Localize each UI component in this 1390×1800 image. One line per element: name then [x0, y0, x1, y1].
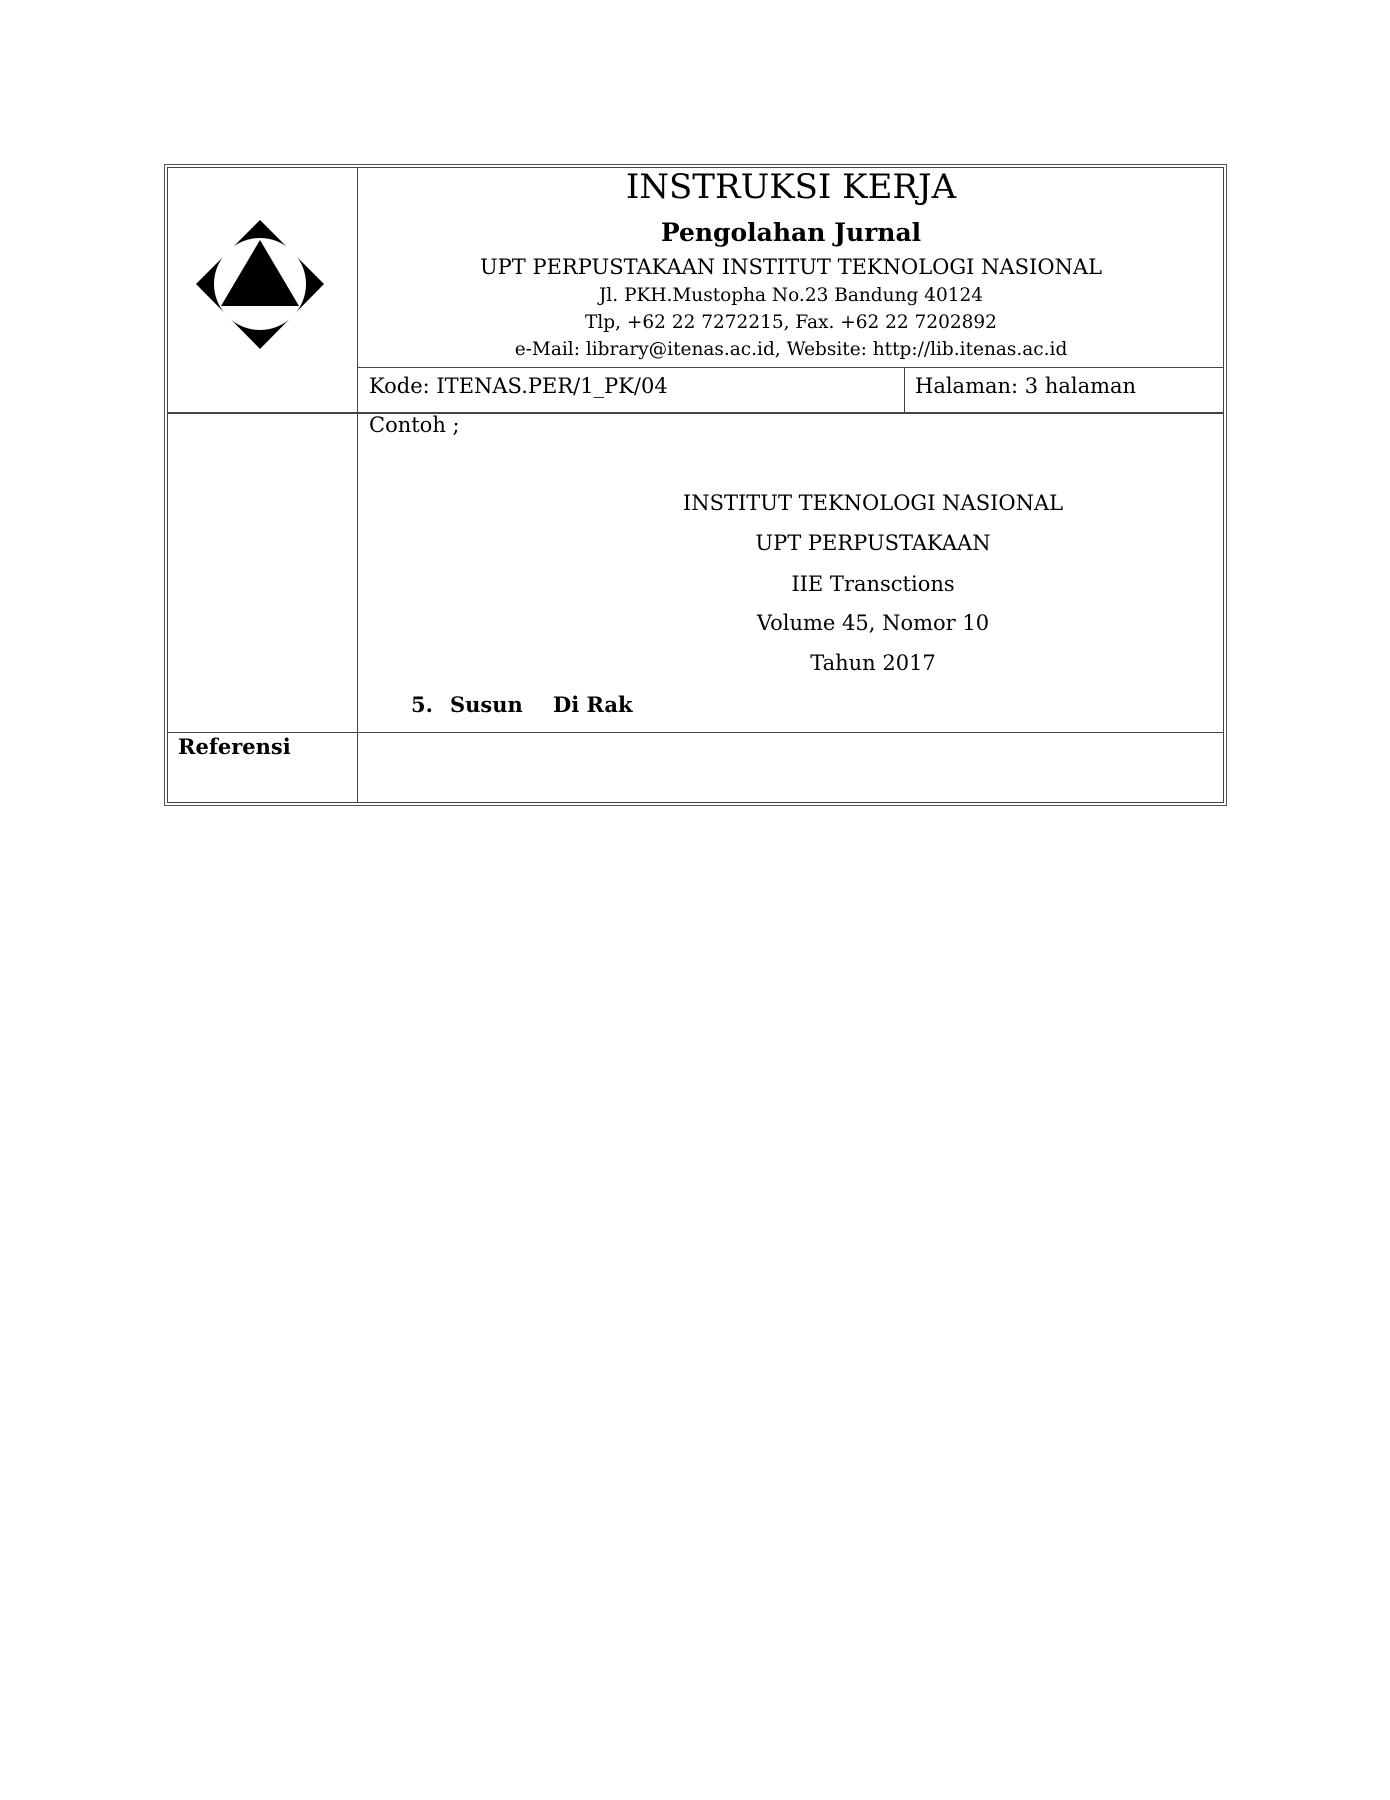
diamond-circle-triangle-logo-icon — [194, 218, 326, 352]
document-title: INSTRUKSI KERJA — [625, 167, 957, 207]
step-number: 5. — [411, 692, 433, 717]
row-divider — [167, 412, 1224, 414]
column-divider — [357, 167, 358, 803]
document-code: Kode: ITENAS.PER/1_PK/04 — [369, 374, 668, 398]
label-line: Tahun 2017 — [810, 651, 936, 675]
row-divider — [357, 367, 1224, 368]
phone-fax: Tlp, +62 22 7272215, Fax. +62 22 7202892 — [585, 312, 997, 333]
label-line: INSTITUT TEKNOLOGI NASIONAL — [682, 491, 1064, 515]
address: Jl. PKH.Mustopha No.23 Bandung 40124 — [598, 285, 984, 306]
label-line: Volume 45, Nomor 10 — [756, 611, 990, 635]
document-subtitle: Pengolahan Jurnal — [660, 218, 922, 247]
example-label: Contoh ; — [369, 413, 460, 437]
institution-name: UPT PERPUSTAKAAN INSTITUT TEKNOLOGI NASIONAL — [479, 255, 1103, 279]
page-count: Halaman: 3 halaman — [915, 374, 1137, 398]
label-line: UPT PERPUSTAKAAN — [755, 531, 991, 555]
step-text: Susun — [450, 692, 523, 717]
label-line: IIE Transctions — [791, 572, 955, 596]
email-website: e-Mail: library@itenas.ac.id, Website: http://lib.itenas.ac.id — [514, 339, 1068, 360]
reference-label: Referensi — [178, 734, 291, 759]
step-text: Di Rak — [553, 692, 633, 717]
row-divider — [167, 732, 1224, 733]
column-divider — [904, 367, 905, 412]
